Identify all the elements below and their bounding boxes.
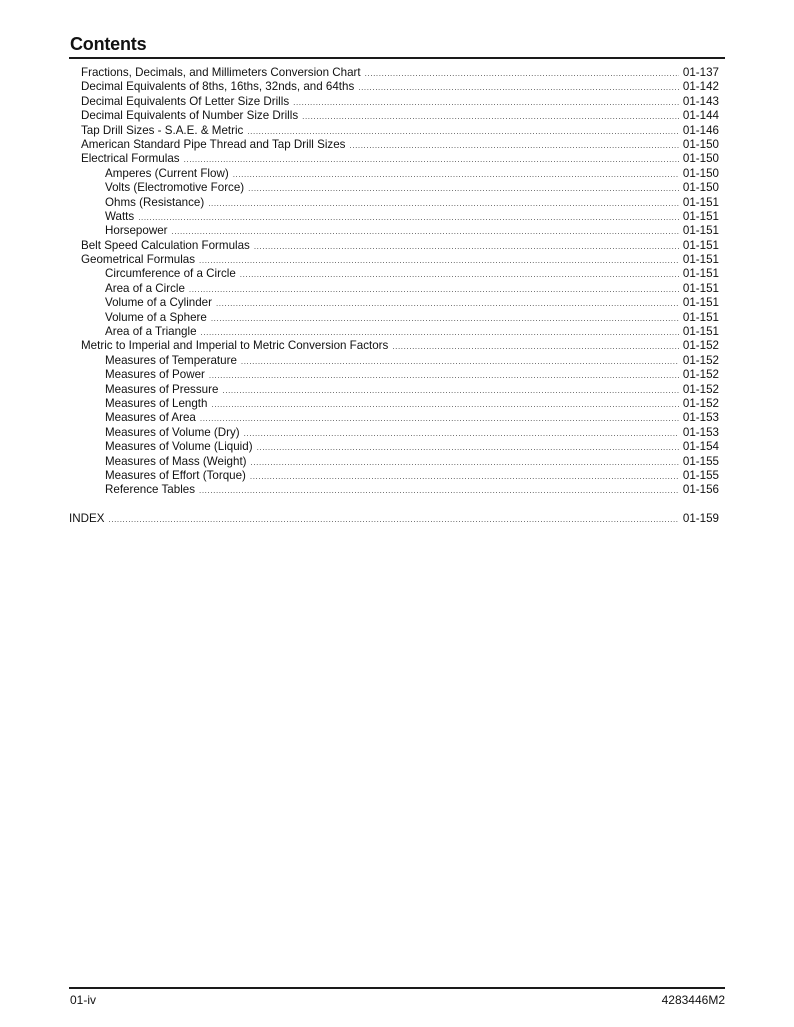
toc-entry-page: 01-150 bbox=[682, 152, 719, 166]
toc-entry-title: American Standard Pipe Thread and Tap Drill Sizes bbox=[81, 137, 346, 151]
toc-entry-page: 01-152 bbox=[682, 382, 719, 396]
toc-entry[interactable] bbox=[81, 66, 719, 80]
toc-entry[interactable] bbox=[81, 181, 719, 195]
toc-entry-title: Belt Speed Calculation Formulas bbox=[81, 238, 250, 252]
toc-entry-title: Metric to Imperial and Imperial to Metric Conversion Factors bbox=[81, 339, 389, 353]
toc-entry-page: 01-151 bbox=[682, 296, 719, 310]
toc-entry-page: 01-155 bbox=[682, 468, 719, 482]
dot-leader bbox=[211, 312, 679, 325]
toc-entry[interactable] bbox=[81, 483, 719, 497]
toc-entry[interactable] bbox=[69, 512, 719, 526]
toc-entry-title: Tap Drill Sizes - S.A.E. & Metric bbox=[81, 123, 244, 137]
toc-entry-page: 01-146 bbox=[682, 123, 719, 137]
document-number: 4283446M2 bbox=[661, 993, 725, 1007]
footer-divider bbox=[69, 987, 725, 989]
toc-entry[interactable] bbox=[81, 167, 719, 181]
toc-entry-title: Decimal Equivalents Of Letter Size Drills bbox=[81, 94, 290, 108]
toc-entry[interactable] bbox=[81, 253, 719, 267]
toc-entry-page: 01-151 bbox=[682, 224, 719, 238]
dot-leader bbox=[293, 96, 679, 109]
dot-leader bbox=[250, 470, 679, 483]
dot-leader bbox=[200, 412, 679, 425]
toc-entry-page: 01-151 bbox=[682, 209, 719, 223]
dot-leader bbox=[189, 283, 679, 296]
toc-entry-title: Circumference of a Circle bbox=[105, 267, 236, 281]
toc-entry[interactable] bbox=[81, 80, 719, 94]
toc-entry[interactable] bbox=[81, 152, 719, 166]
toc-entry[interactable] bbox=[81, 455, 719, 469]
toc-entry-title: Ohms (Resistance) bbox=[105, 195, 205, 209]
toc-entry-title: Measures of Power bbox=[105, 368, 205, 382]
toc-entry-page: 01-153 bbox=[682, 425, 719, 439]
toc-entry-page: 01-143 bbox=[682, 94, 719, 108]
dot-leader bbox=[209, 369, 679, 382]
toc-entry-page: 01-142 bbox=[682, 80, 719, 94]
toc-entry[interactable] bbox=[81, 469, 719, 483]
toc-entry[interactable] bbox=[81, 196, 719, 210]
toc-entry-page: 01-152 bbox=[682, 339, 719, 353]
toc-entry-title: Geometrical Formulas bbox=[81, 253, 196, 267]
dot-leader bbox=[138, 211, 679, 224]
dot-leader bbox=[248, 182, 679, 195]
toc-entry-title: Measures of Mass (Weight) bbox=[105, 454, 247, 468]
toc-entry[interactable] bbox=[81, 224, 719, 238]
toc-entry[interactable] bbox=[81, 311, 719, 325]
dot-leader bbox=[216, 297, 679, 310]
toc-entry-page: 01-144 bbox=[682, 109, 719, 123]
toc-entry-title: Measures of Volume (Dry) bbox=[105, 425, 240, 439]
toc-entry[interactable] bbox=[81, 354, 719, 368]
dot-leader bbox=[184, 153, 679, 166]
dot-leader bbox=[349, 139, 678, 152]
toc-entry-title: Horsepower bbox=[105, 224, 168, 238]
dot-leader bbox=[240, 268, 679, 281]
page-number: 01-iv bbox=[70, 993, 97, 1007]
toc-entry[interactable] bbox=[81, 411, 719, 425]
page-title: Contents bbox=[70, 34, 147, 54]
toc-entry-page: 01-151 bbox=[682, 310, 719, 324]
toc-entry[interactable] bbox=[81, 282, 719, 296]
toc-entry[interactable] bbox=[81, 383, 719, 397]
toc-entry-title: Fractions, Decimals, and Millimeters Conversion Chart bbox=[81, 66, 361, 79]
toc-entry-title: Watts bbox=[105, 209, 135, 223]
toc-entry-page: 01-151 bbox=[682, 238, 719, 252]
toc-entry-title: Measures of Pressure bbox=[105, 382, 219, 396]
toc-entry-title: Amperes (Current Flow) bbox=[105, 166, 229, 180]
toc-entry-page: 01-151 bbox=[682, 325, 719, 339]
toc-entry-page: 01-151 bbox=[682, 253, 719, 267]
toc-entry-title: Decimal Equivalents of Number Size Drills bbox=[81, 109, 299, 123]
toc-entry-title: Volume of a Cylinder bbox=[105, 296, 212, 310]
toc-entry-title: Decimal Equivalents of 8ths, 16ths, 32nds, and 64ths bbox=[81, 80, 355, 94]
toc-entry-page: 01-151 bbox=[682, 267, 719, 281]
dot-leader bbox=[244, 427, 679, 440]
toc-entry-title: Reference Tables bbox=[105, 483, 196, 497]
dot-leader bbox=[222, 384, 678, 397]
toc-entry-page: 01-150 bbox=[682, 166, 719, 180]
dot-leader bbox=[108, 513, 678, 526]
title-divider bbox=[69, 57, 725, 59]
toc-entry-title: Measures of Temperature bbox=[105, 353, 237, 367]
toc-entry-title: Measures of Area bbox=[105, 411, 196, 425]
toc-entry-page: 01-154 bbox=[682, 440, 719, 454]
toc-entry-page: 01-151 bbox=[682, 281, 719, 295]
dot-leader bbox=[247, 125, 679, 138]
toc-entry[interactable] bbox=[81, 296, 719, 310]
toc-entry[interactable] bbox=[81, 267, 719, 281]
toc-entry-page: 01-137 bbox=[682, 66, 719, 79]
dot-leader bbox=[241, 355, 679, 368]
toc-entry-page: 01-150 bbox=[682, 137, 719, 151]
toc-entry-page: 01-159 bbox=[682, 511, 719, 525]
toc-entry-title: Volts (Electromotive Force) bbox=[105, 181, 245, 195]
toc-entry-title: Measures of Effort (Torque) bbox=[105, 468, 246, 482]
toc-entry[interactable] bbox=[81, 339, 719, 353]
toc-entry[interactable] bbox=[81, 124, 719, 138]
toc-entry-page: 01-152 bbox=[682, 368, 719, 382]
dot-leader bbox=[251, 456, 679, 469]
dot-leader bbox=[358, 81, 679, 94]
toc-entry[interactable] bbox=[81, 239, 719, 253]
toc-entry[interactable] bbox=[81, 109, 719, 123]
toc-entry-title: Measures of Volume (Liquid) bbox=[105, 440, 253, 454]
toc-entry[interactable] bbox=[81, 397, 719, 411]
toc-entry-title: INDEX bbox=[69, 511, 105, 525]
toc-entry[interactable] bbox=[81, 138, 719, 152]
dot-leader bbox=[302, 110, 679, 123]
toc-entry-page: 01-152 bbox=[682, 353, 719, 367]
toc-entry-title: Measures of Length bbox=[105, 396, 208, 410]
toc-entry[interactable] bbox=[81, 440, 719, 454]
toc-entry-title: Electrical Formulas bbox=[81, 152, 180, 166]
dot-leader bbox=[199, 484, 679, 497]
toc-entry-title: Area of a Triangle bbox=[105, 325, 197, 339]
dot-leader bbox=[172, 225, 679, 238]
dot-leader bbox=[233, 168, 679, 181]
toc-entry[interactable] bbox=[81, 426, 719, 440]
table-of-contents bbox=[69, 66, 719, 526]
dot-leader bbox=[392, 340, 679, 353]
toc-entry-page: 01-151 bbox=[682, 195, 719, 209]
dot-leader bbox=[208, 197, 679, 210]
toc-entry[interactable] bbox=[81, 95, 719, 109]
dot-leader bbox=[211, 398, 678, 411]
toc-entry[interactable] bbox=[81, 325, 719, 339]
dot-leader bbox=[257, 441, 679, 454]
toc-entry-page: 01-153 bbox=[682, 411, 719, 425]
toc-entry-page: 01-156 bbox=[682, 483, 719, 497]
dot-leader bbox=[199, 254, 679, 267]
toc-entry-page: 01-155 bbox=[682, 454, 719, 468]
toc-entry[interactable] bbox=[81, 210, 719, 224]
dot-leader bbox=[365, 67, 679, 80]
toc-entry-page: 01-150 bbox=[682, 181, 719, 195]
dot-leader bbox=[201, 326, 679, 339]
toc-entry[interactable] bbox=[81, 368, 719, 382]
toc-entry-title: Area of a Circle bbox=[105, 281, 185, 295]
dot-leader bbox=[254, 240, 679, 253]
toc-entry-title: Volume of a Sphere bbox=[105, 310, 207, 324]
toc-entry-page: 01-152 bbox=[682, 396, 719, 410]
